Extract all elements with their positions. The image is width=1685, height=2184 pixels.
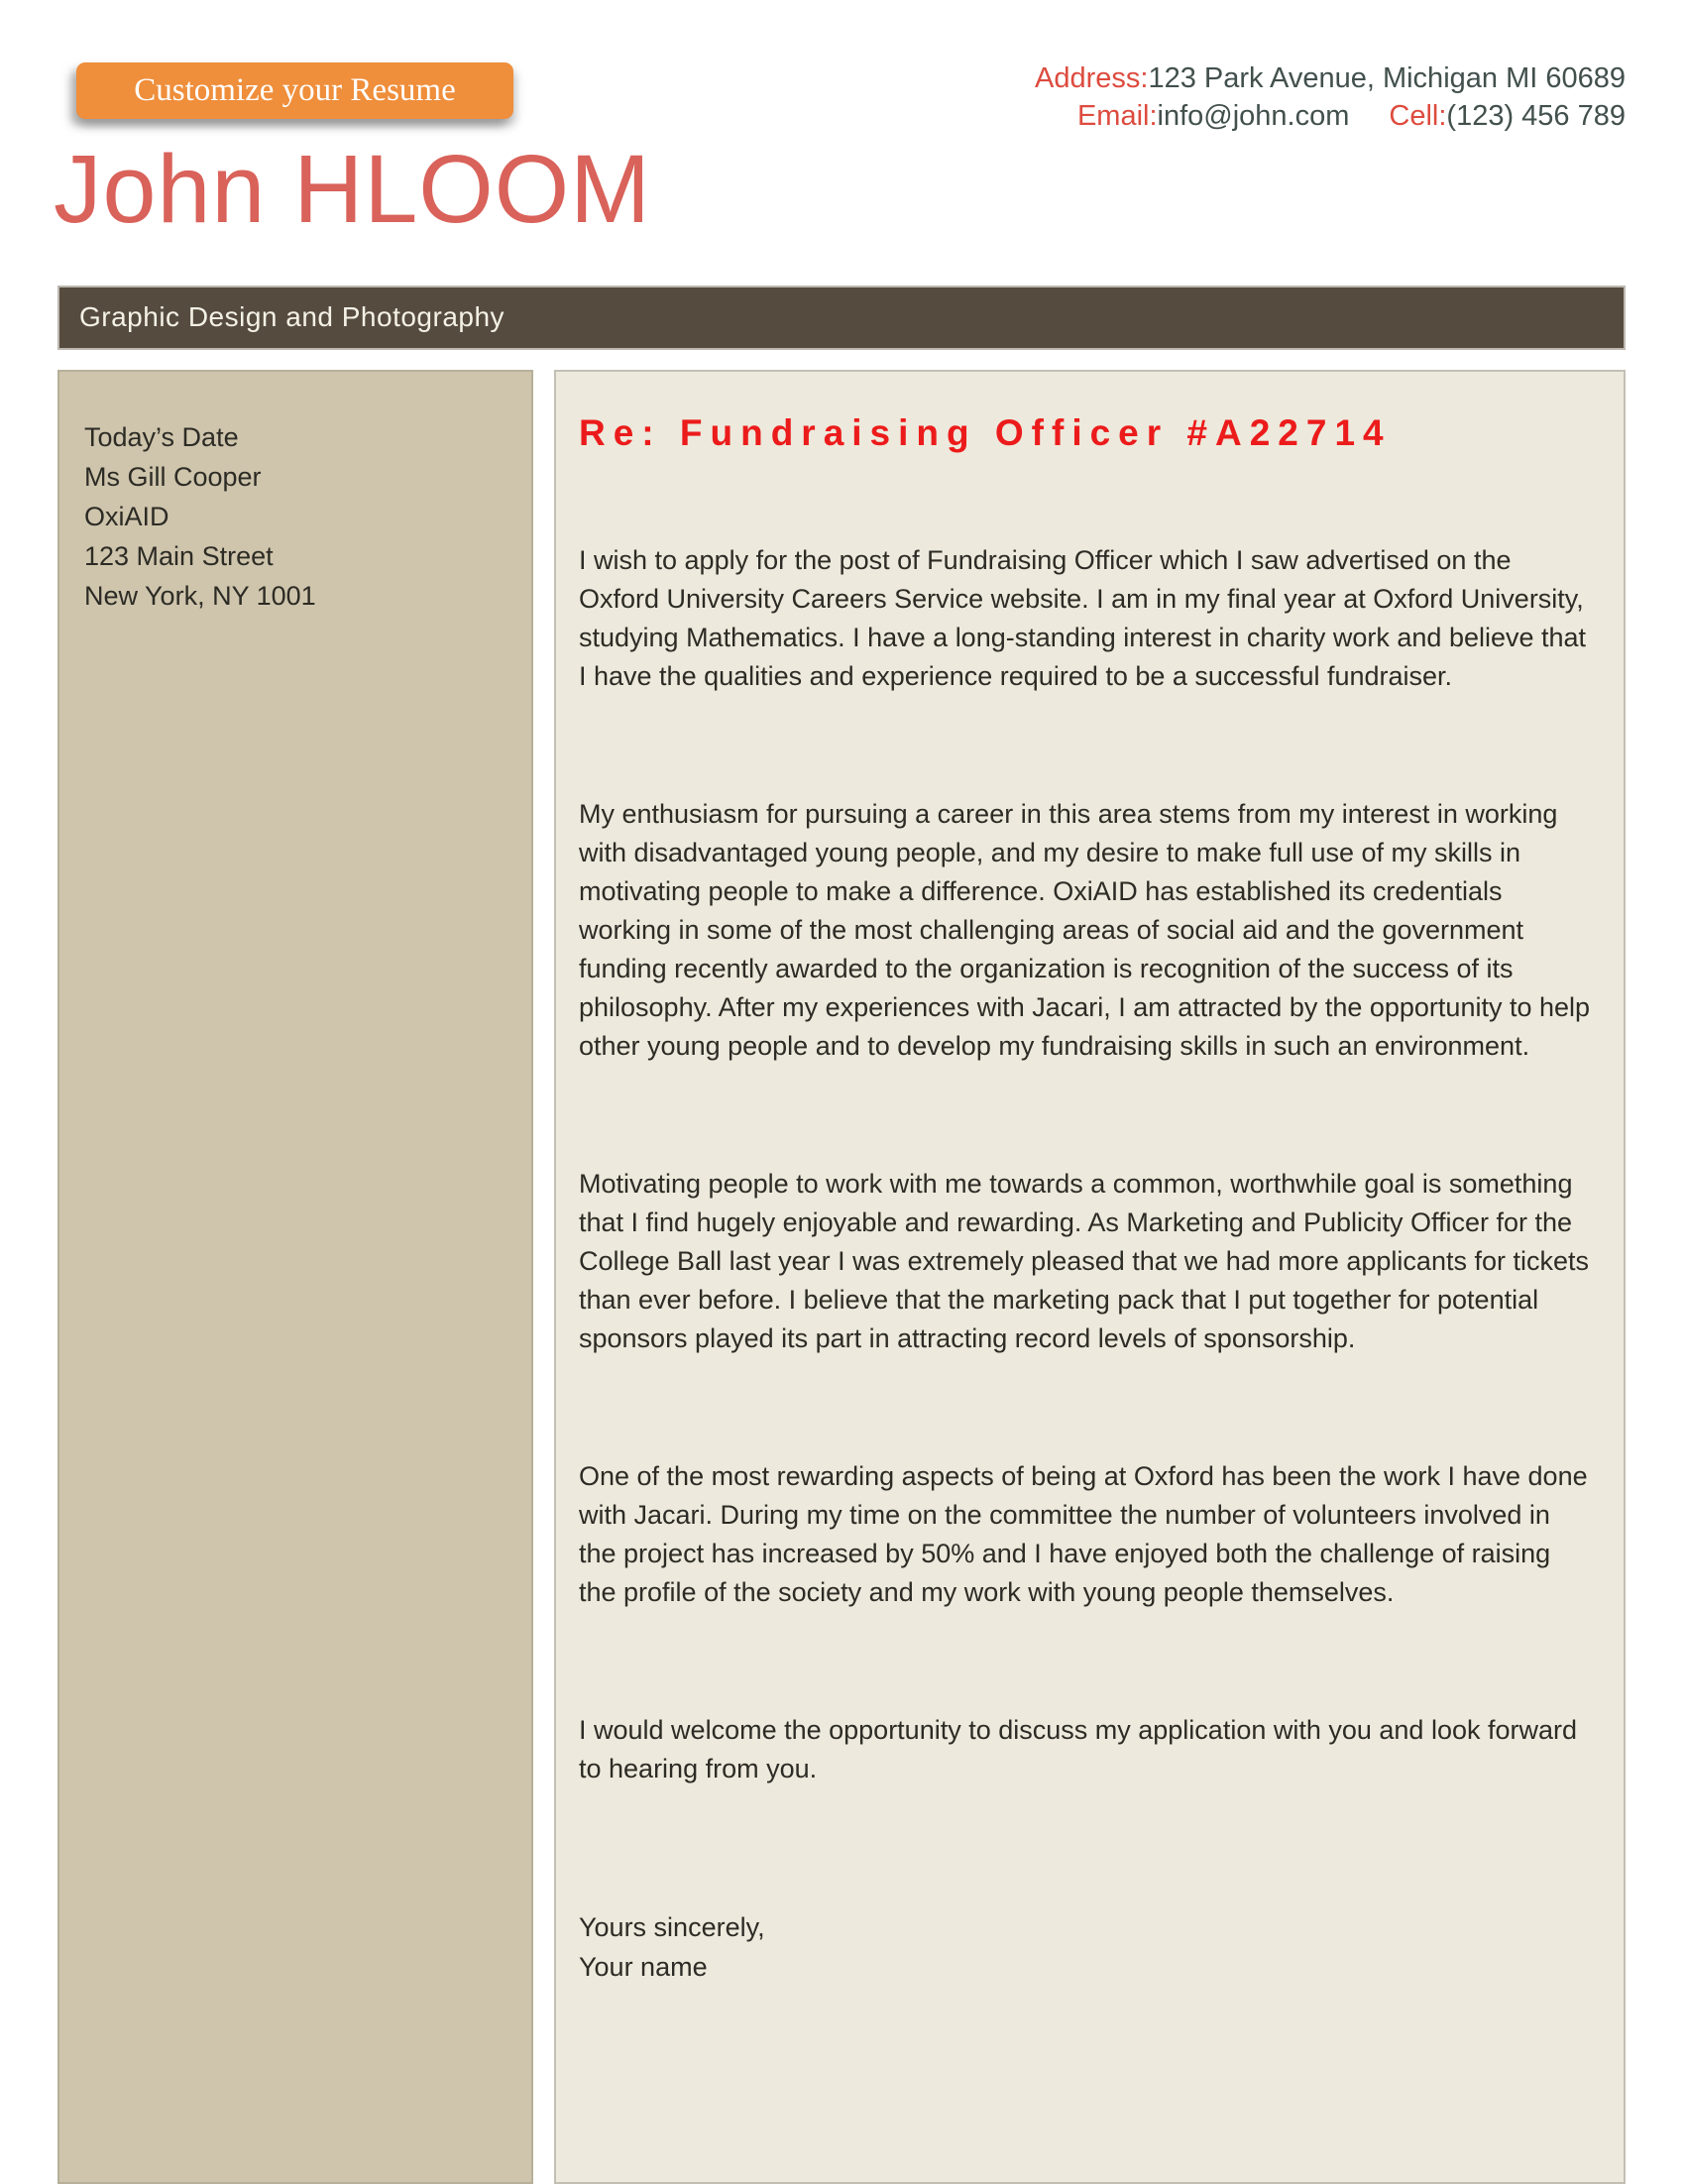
recipient-sidebar <box>57 370 533 2184</box>
letter-paragraph-4: One of the most rewarding aspects of being at Oxford has been the work I have done with Jacari. During my time on the committee the number of volunteers involved in the project has increased by 50% and I have enjoyed both the challenge of raising the profile of the society and my work with young people themselves. <box>579 1461 1588 1607</box>
letter-paragraph-5: I would welcome the opportunity to discuss my application with you and look forward to hearing from you. <box>579 1715 1578 1783</box>
sidebar-line-date: Today’s Date <box>84 422 239 452</box>
sidebar-line-street: 123 Main Street <box>84 541 274 571</box>
contact-address-line <box>1035 59 1626 97</box>
customize-resume-button[interactable]: Customize your Resume <box>76 62 513 119</box>
contact-block <box>1035 59 1626 135</box>
letter-paragraph-3: Motivating people to work with me towards a common, worthwhile goal is something that I find hugely enjoyable and rewarding. As Marketing and Publicity Officer for the College Ball last year I was extremely pleased that we had more applicants for tickets than ever before. I believe that the marketing pack that I put together for potential sponsors played its part in attracting record levels of sponsorship. <box>579 1169 1589 1353</box>
job-title-bar <box>57 286 1626 350</box>
letter-closing <box>579 1907 1594 1987</box>
contact-email-cell-line <box>1035 97 1626 135</box>
sidebar-line-organization: OxiAID <box>84 502 169 531</box>
address-value: 123 Park Avenue, Michigan MI 60689 <box>1148 62 1626 94</box>
sidebar-line-recipient: Ms Gill Cooper <box>84 462 262 492</box>
letter-paragraph-1: I wish to apply for the post of Fundraising Officer which I saw advertised on the Oxford University Careers Service website. I am in my final year at Oxford University, studying Mathematics. I have a long-standing interest in charity work and believe that I have the qualities and experience required to be a successful fundraiser. <box>579 545 1587 691</box>
closing-salutation: Yours sincerely, <box>579 1912 765 1942</box>
address-label: Address: <box>1035 62 1149 94</box>
email-label: Email: <box>1076 100 1158 132</box>
letter-body-panel <box>554 370 1626 2184</box>
email-value: info@john.com <box>1157 100 1350 132</box>
cell-label: Cell: <box>1389 100 1447 132</box>
letter-subject: Re: Fundraising Officer #A22714 <box>579 412 1392 453</box>
sidebar-line-city: New York, NY 1001 <box>84 581 316 611</box>
job-title-text: Graphic Design and Photography <box>79 301 506 332</box>
candidate-name: John HLOOM <box>54 135 651 243</box>
letter-paragraph-2: My enthusiasm for pursuing a career in this area stems from my interest in working with disadvantaged young people, and my desire to make full use of my skills in motivating people to make a difference. OxiAID has established its credentials working in some of the most challenging areas of social aid and the government funding recently awarded to the organization is recognition of the success of its philosophy. After my experiences with Jacari, I am attracted by the opportunity to help other young people and to develop my fundraising skills in such an environment. <box>579 799 1591 1061</box>
cell-value: (123) 456 789 <box>1446 100 1626 132</box>
closing-signature-name: Your name <box>579 1952 708 1982</box>
